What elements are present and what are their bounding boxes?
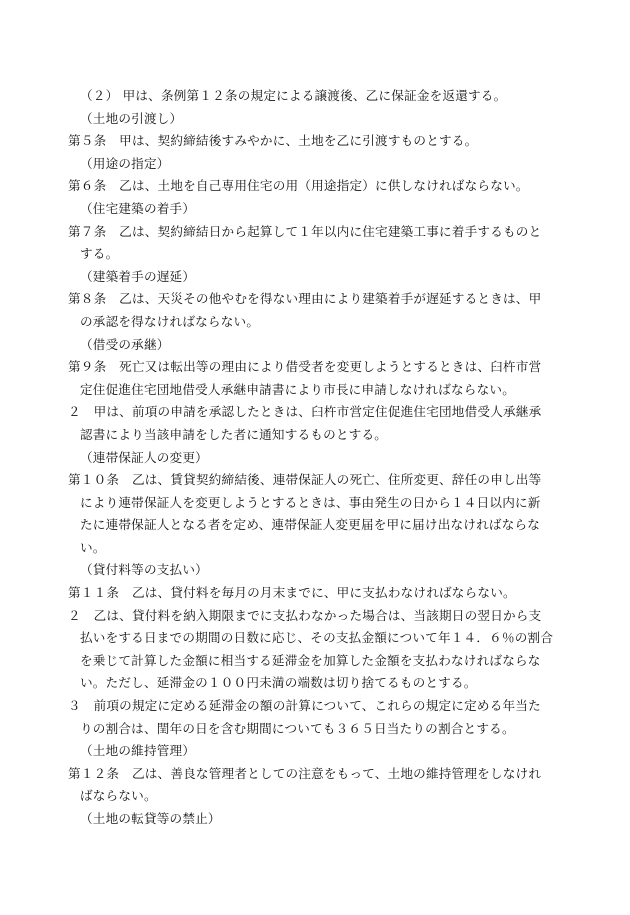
article-line: 第６条 乙は、土地を自己専用住宅の用（用途指定）に供しなければならない。	[68, 178, 529, 194]
article-continuation: 定住促進住宅団地借受人承継申請書により市長に申請しなければならない。	[80, 381, 515, 397]
article-continuation: い。ただし、延滞金の１００円未満の端数は切り捨てるものとする。	[80, 675, 477, 691]
article-caption: （土地の維持管理）	[80, 743, 196, 759]
document-body	[68, 85, 568, 831]
article-continuation: りの割合は、閏年の日を含む期間についても３６５日当たりの割合とする。	[80, 720, 515, 736]
article-continuation: により連帯保証人を変更しようとするときは、事由発生の日から１４日以内に新	[80, 494, 541, 510]
article-continuation: する。	[80, 246, 119, 262]
article-continuation: の承認を得なければならない。	[80, 313, 260, 329]
article-caption: （住宅建築の着手）	[80, 200, 196, 216]
article-caption: （連帯保証人の変更）	[80, 449, 208, 465]
clause-item: （２） 甲は、条例第１２条の規定による譲渡後、乙に保証金を返還する。	[80, 88, 507, 103]
article-continuation: たに連帯保証人となる者を定め、連帯保証人変更届を甲に届け出なければならな	[80, 517, 541, 533]
article-line: 第５条 甲は、契約締結後すみやかに、土地を乙に引渡すものとする。	[68, 133, 478, 149]
article-line: 第１２条 乙は、善良な管理者としての注意をもって、土地の維持管理をしなけれ	[68, 765, 542, 781]
article-line: 第１０条 乙は、賃貸契約締結後、連帯保証人の死亡、住所変更、辞任の申し出等	[68, 472, 542, 488]
article-continuation: ばならない。	[80, 788, 157, 804]
article-caption: （土地の引渡し）	[80, 110, 183, 126]
article-continuation: 払いをする日までの期間の日数に応じ、その支払金額について年１４．６％の割合	[80, 630, 554, 646]
article-line: 第９条 死亡又は転出等の理由により借受者を変更しようとするときは、臼杵市営	[68, 359, 542, 375]
article-continuation: 認書により当該申請をした者に通知するものとする。	[80, 426, 388, 442]
article-caption: （用途の指定）	[80, 155, 170, 171]
article-line: 第７条 乙は、契約締結日から起算して１年以内に住宅建築工事に着手するものと	[68, 223, 542, 239]
article-continuation: い。	[80, 539, 106, 555]
article-caption: （建築着手の遅延）	[80, 268, 196, 284]
article-caption: （土地の転貸等の禁止）	[80, 811, 221, 826]
article-caption: （借受の承継）	[80, 336, 170, 352]
article-line: ２ 甲は、前項の申請を承認したときは、臼杵市営定住促進住宅団地借受人承継承	[68, 404, 542, 420]
article-caption: （貸付料等の支払い）	[80, 562, 208, 578]
article-line: ２ 乙は、貸付料を納入期限までに支払わなかった場合は、当該期日の翌日から支	[68, 607, 542, 623]
article-line: 第１１条 乙は、貸付料を毎月の月末までに、甲に支払わなければならない。	[68, 585, 516, 601]
article-line: ３ 前項の規定に定める延滞金の額の計算について、これらの規定に定める年当た	[68, 698, 541, 714]
article-line: 第８条 乙は、天災その他やむを得ない理由により建築着手が遅延するときは、甲	[68, 291, 542, 307]
article-continuation: を乗じて計算した金額に相当する延滞金を加算した金額を支払わなければならな	[80, 652, 541, 668]
